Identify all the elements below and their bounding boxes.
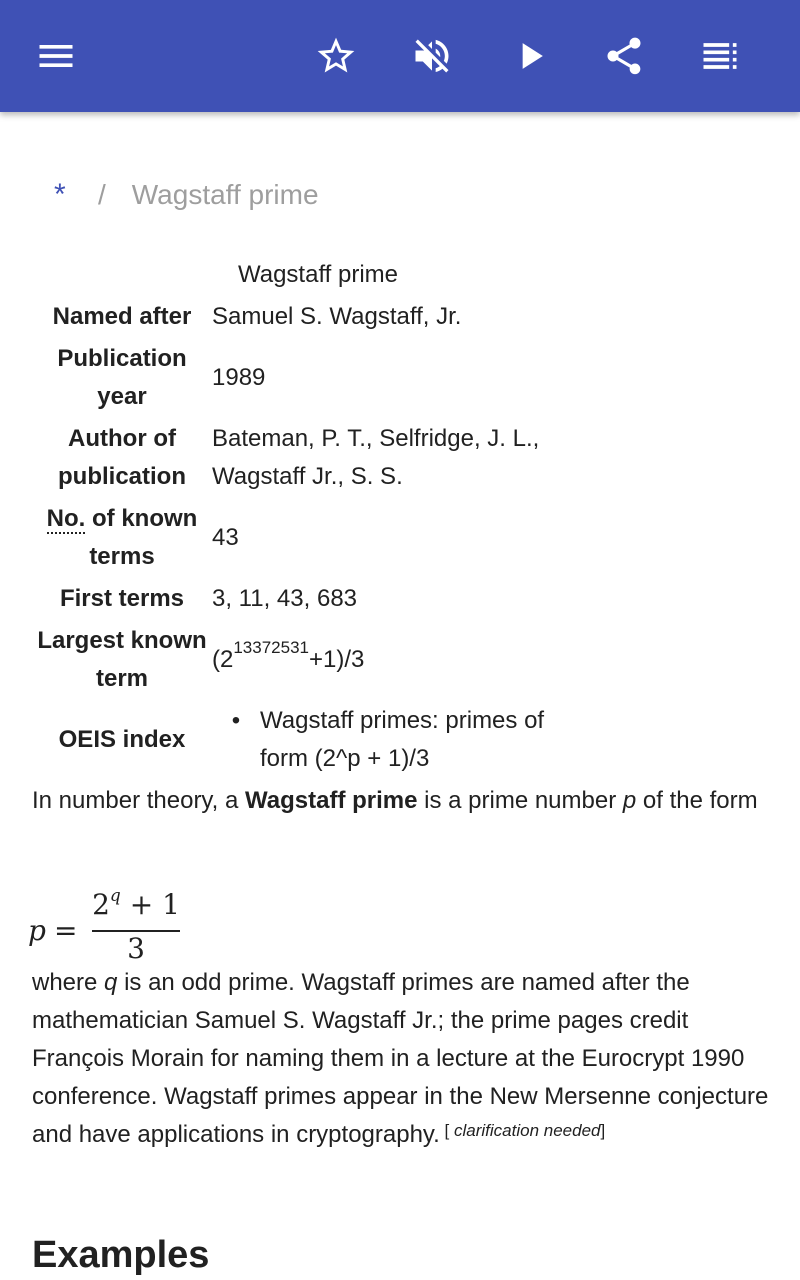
largest-term-rest: +1)/3 <box>308 646 365 673</box>
oeis-value-line1[interactable] <box>212 702 592 740</box>
breadcrumb-current: Wagstaff prime <box>131 179 319 210</box>
infobox-label <box>32 420 212 496</box>
infobox-value <box>212 500 592 576</box>
bullet: • <box>231 707 241 734</box>
largest-term-label-line1: Largest known <box>37 627 207 654</box>
infobox-value <box>212 580 592 618</box>
body-text-1: where <box>32 969 105 996</box>
cn-text[interactable]: clarification needed <box>454 1121 601 1140</box>
formula-numerator <box>92 888 180 921</box>
largest-term-value <box>212 638 592 679</box>
formula-denominator: 3 <box>127 932 145 965</box>
oeis-link[interactable]: Wagstaff primes: primes of <box>260 707 545 734</box>
star-outline-icon <box>314 34 358 78</box>
infobox-label <box>32 622 212 698</box>
variable-p: p <box>622 787 637 814</box>
largest-term-base: (2 <box>212 646 234 673</box>
clarification-needed-note[interactable] <box>440 1121 605 1140</box>
menu-button[interactable] <box>24 24 88 88</box>
menu-icon <box>34 34 78 78</box>
number-abbreviation[interactable]: No. <box>46 505 86 532</box>
formula-num-exponent: q <box>109 886 121 906</box>
infobox-value <box>212 298 592 336</box>
author-label-line2: publication <box>58 463 186 490</box>
infobox-label <box>32 340 212 416</box>
first-terms-value: 3, 11, 43, 683 <box>212 585 358 612</box>
author-value-line2: Wagstaff Jr., S. S. <box>212 463 403 490</box>
pub-year-label-line2: year <box>97 383 147 410</box>
body-text-2: is an odd prime. Wagstaff primes are named after the mathematician Samuel S. Wagstaff Jr.; the prime pages credit François Morain for naming them in a lecture at the Eurocrypt 1990 conference. Wagstaff primes appear in the New Mersenne conjecture and have applications in cryptography. <box>32 969 769 1148</box>
intro-text-1: In number theory, a <box>32 787 245 814</box>
infobox-row-oeis <box>32 702 592 778</box>
cn-close-bracket: ] <box>600 1121 606 1140</box>
infobox-label <box>32 298 212 336</box>
intro-text-3: of the form <box>636 787 758 814</box>
author-label-line1: Author of <box>68 425 176 452</box>
infobox-row-first-terms <box>32 580 592 618</box>
section-heading-examples: Examples <box>32 1234 210 1276</box>
infobox-row-named-after <box>32 298 592 336</box>
author-value-line1: Bateman, P. T., Selfridge, J. L., <box>212 425 540 452</box>
infobox-row-publication-year <box>32 340 592 416</box>
share-icon <box>602 34 646 78</box>
app-bar <box>0 0 800 112</box>
breadcrumb-home-link[interactable]: * <box>54 178 66 211</box>
favorite-button[interactable] <box>304 24 368 88</box>
infobox-value <box>212 420 592 496</box>
intro-text-2: is a prime number <box>417 787 623 814</box>
formula-num-base: 2 <box>92 888 110 921</box>
infobox-row-known-terms <box>32 500 592 576</box>
infobox-value <box>212 622 592 698</box>
cn-open-bracket: [ <box>444 1121 450 1140</box>
infobox-row-author <box>32 420 592 496</box>
term-wagstaff-prime: Wagstaff prime <box>245 787 418 814</box>
share-button[interactable] <box>592 24 656 88</box>
body-paragraph <box>32 964 772 1154</box>
play-icon <box>508 34 552 78</box>
known-terms-value: 43 <box>212 524 239 551</box>
infobox-label <box>32 702 212 778</box>
mute-button[interactable] <box>400 24 464 88</box>
infobox-value <box>212 340 592 416</box>
play-button[interactable] <box>498 24 562 88</box>
infobox-row-largest-term <box>32 622 592 698</box>
oeis-value-line2[interactable]: form (2^p + 1)/3 <box>260 745 430 772</box>
playlist-icon <box>698 34 742 78</box>
known-terms-label-rest: of known <box>85 505 198 532</box>
breadcrumb-separator: / <box>98 179 106 210</box>
largest-term-exponent: 13372531 <box>233 638 309 657</box>
infobox-caption: Wagstaff prime <box>237 261 399 288</box>
largest-term-label-line2: term <box>95 665 149 692</box>
formula-num-rest: + 1 <box>120 888 180 921</box>
infobox-value <box>212 702 592 778</box>
known-terms-label-line2: terms <box>89 543 155 570</box>
infobox-label <box>32 500 212 576</box>
infobox-label <box>32 580 212 618</box>
pub-year-value: 1989 <box>212 364 266 391</box>
contents-button[interactable] <box>688 24 752 88</box>
formula-lhs: p <box>28 914 46 947</box>
volume-off-icon <box>410 34 454 78</box>
formula-equals: = <box>54 914 78 947</box>
breadcrumb <box>54 178 319 212</box>
named-after-value: Samuel S. Wagstaff, Jr. <box>212 303 462 330</box>
intro-paragraph <box>32 782 772 820</box>
known-terms-label-line1 <box>32 500 212 538</box>
oeis-label: OEIS index <box>58 726 186 753</box>
first-terms-label: First terms <box>59 585 185 612</box>
pub-year-label-line1: Publication <box>57 345 187 372</box>
variable-q: q <box>104 969 118 996</box>
named-after-label: Named after <box>52 303 192 330</box>
